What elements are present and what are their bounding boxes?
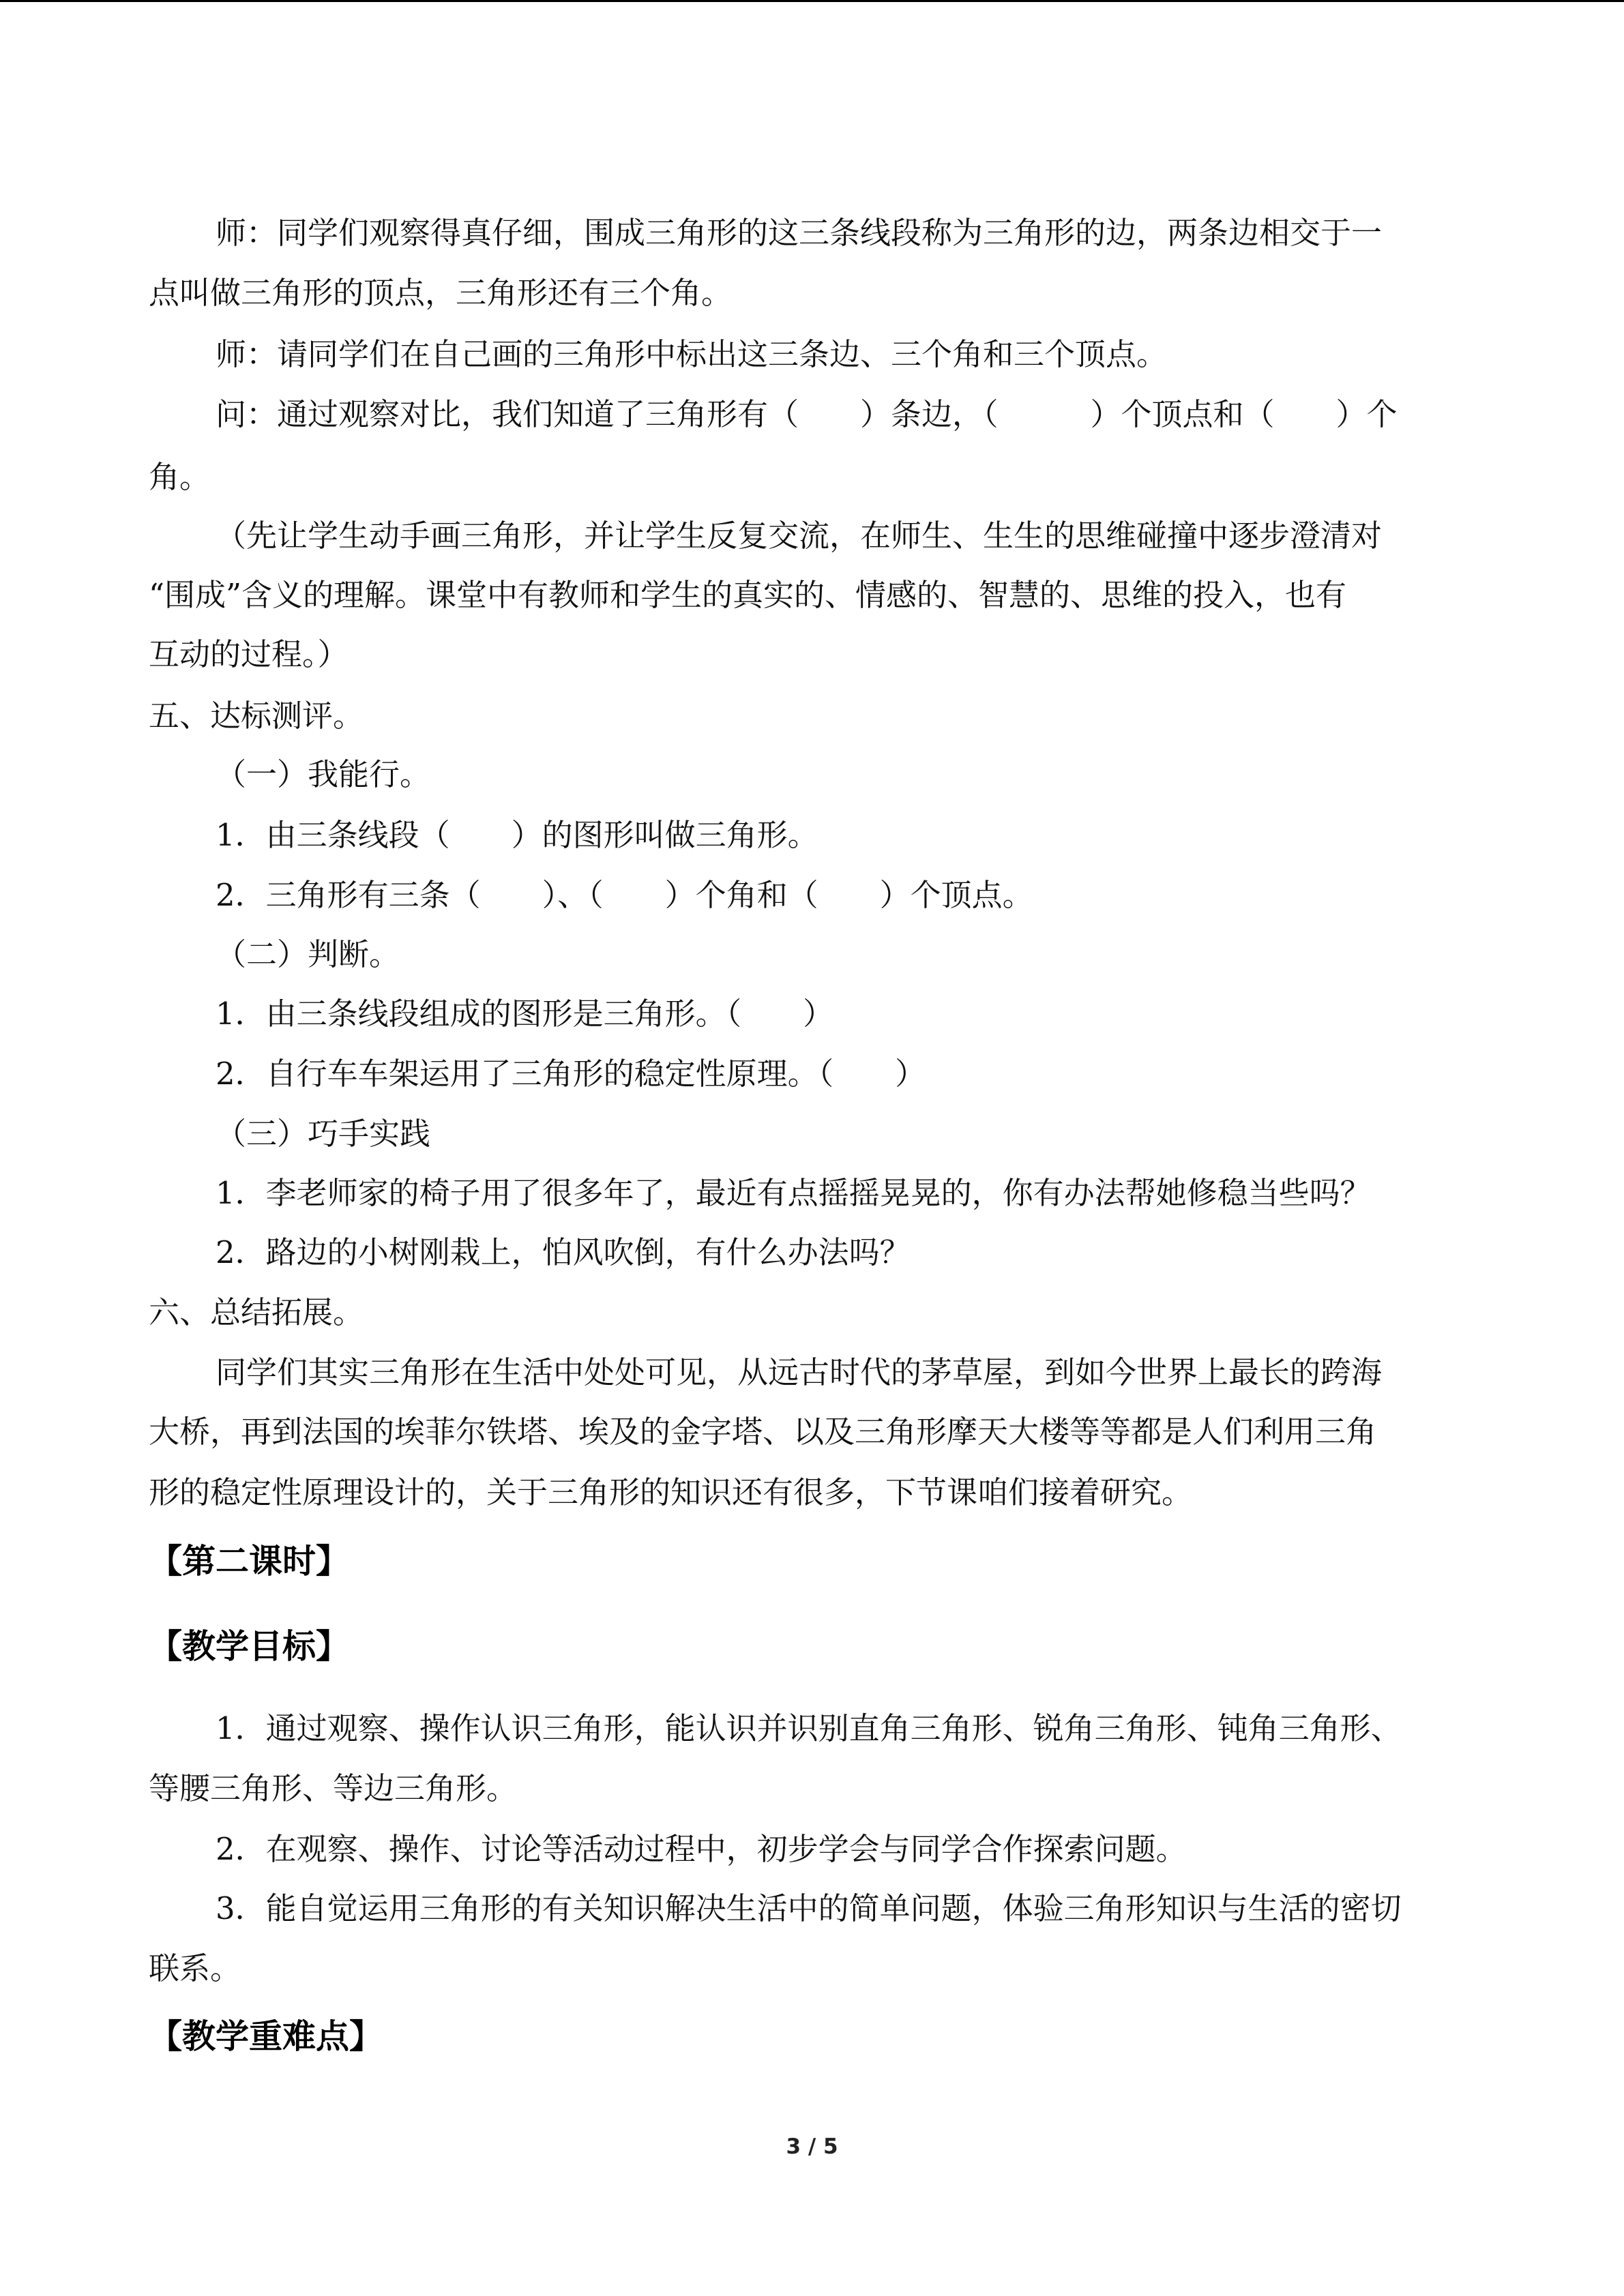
subsection-title: （三）巧手实践 bbox=[216, 1116, 431, 1152]
text-line: 点叫做三角形的顶点，三角形还有三个角。 bbox=[149, 275, 733, 311]
goal-line: 等腰三角形、等边三角形。 bbox=[149, 1770, 518, 1806]
heading-lesson: 【第二课时】 bbox=[149, 1542, 350, 1581]
text-line: 同学们其实三角形在生活中处处可见，从远古时代的茅草屋，到如今世界上最长的跨海 bbox=[216, 1354, 1383, 1390]
goal-line: 联系。 bbox=[149, 1950, 241, 1986]
text-line: 师：请同学们在自己画的三角形中标出这三条边、三个角和三个顶点。 bbox=[216, 336, 1168, 372]
question-line: 2．自行车车架运用了三角形的稳定性原理。（ ） bbox=[216, 1056, 926, 1092]
goal-line: 1．通过观察、操作认识三角形，能认识并识别直角三角形、锐角三角形、钝角三角形、 bbox=[216, 1710, 1402, 1746]
question-line: 1．李老师家的椅子用了很多年了，最近有点摇摇晃晃的，你有办法帮她修稳当些吗？ bbox=[216, 1175, 1371, 1211]
text-line: （先让学生动手画三角形，并让学生反复交流，在师生、生生的思维碰撞中逐步澄清对 bbox=[216, 518, 1383, 554]
heading-keypoints: 【教学重难点】 bbox=[149, 2017, 383, 2056]
question-line: 2．路边的小树刚栽上，怕风吹倒，有什么办法吗？ bbox=[216, 1234, 911, 1270]
question-line: 1．由三条线段（ ）的图形叫做三角形。 bbox=[216, 817, 818, 853]
text-line: “围成”含义的理解。课堂中有教师和学生的真实的、情感的、智慧的、思维的投入，也有 bbox=[149, 577, 1347, 613]
text-line: 互动的过程。） bbox=[149, 636, 349, 672]
text-line: 角。 bbox=[149, 459, 211, 495]
goal-line: 2．在观察、操作、讨论等活动过程中，初步学会与同学合作探索问题。 bbox=[216, 1831, 1187, 1867]
page-number: 3 / 5 bbox=[786, 2134, 838, 2159]
text-line: 形的稳定性原理设计的，关于三角形的知识还有很多，下节课咱们接着研究。 bbox=[149, 1474, 1193, 1510]
question-line: 1．由三条线段组成的图形是三角形。（ ） bbox=[216, 996, 834, 1032]
section-title: 五、达标测评。 bbox=[149, 698, 364, 734]
text-line: 问：通过观察对比，我们知道了三角形有（ ）条边，（ ）个顶点和（ ）个 bbox=[216, 396, 1398, 432]
text-line: 师：同学们观察得真仔细，围成三角形的这三条线段称为三角形的边，两条边相交于一 bbox=[216, 215, 1383, 251]
goal-line: 3．能自觉运用三角形的有关知识解决生活中的简单问题，体验三角形知识与生活的密切 bbox=[216, 1890, 1402, 1926]
text-line: 大桥，再到法国的埃菲尔铁塔、埃及的金字塔、以及三角形摩天大楼等等都是人们利用三角 bbox=[149, 1414, 1377, 1450]
heading-goals: 【教学目标】 bbox=[149, 1627, 350, 1666]
subsection-title: （二）判断。 bbox=[216, 936, 400, 972]
subsection-title: （一）我能行。 bbox=[216, 756, 431, 792]
section-title: 六、总结拓展。 bbox=[149, 1294, 364, 1330]
question-line: 2．三角形有三条（ ）、（ ）个角和（ ）个顶点。 bbox=[216, 877, 1033, 913]
